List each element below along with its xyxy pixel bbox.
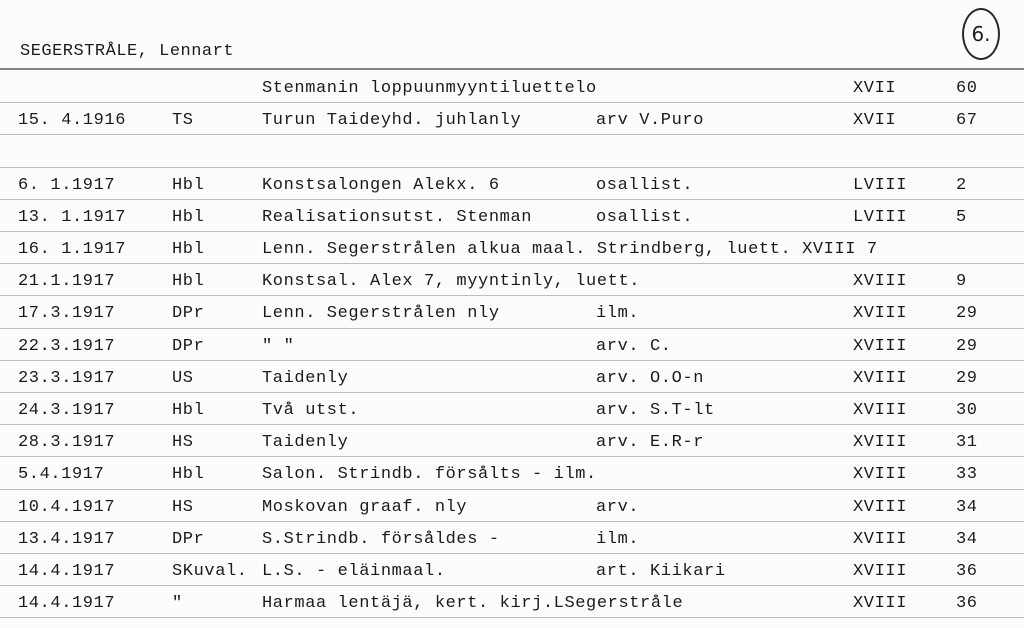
row-text: L.S. - eläinmaal. (262, 562, 446, 581)
row-rule (0, 392, 1024, 393)
row-source: Hbl (172, 272, 205, 292)
row-page: 29 (956, 304, 978, 324)
row-volume: XVIII (853, 497, 908, 517)
row-text: Konstsal. Alex 7, myyntinly, luett. (262, 272, 641, 292)
row-text: Stenmanin loppuunmyyntiluettelo (262, 79, 597, 98)
row-text: Taidenly (262, 433, 349, 453)
card-heading: SEGERSTRÅLE, Lennart (20, 42, 235, 61)
row-volume: XVIII (853, 272, 908, 292)
row-rule (0, 585, 1024, 586)
row-text: Taidenly (262, 368, 349, 388)
card-row (0, 136, 1024, 168)
row-page: 9 (956, 272, 967, 292)
row-volume: XVII (853, 111, 897, 131)
card-row (0, 491, 1024, 523)
row-date: 14.4.1917 (18, 562, 116, 581)
row-page: 2 (956, 175, 967, 195)
row-text: Harmaa lentäjä, kert. kirj.LSegerstråle (262, 594, 684, 614)
card-row (0, 233, 1024, 265)
card-row (0, 523, 1024, 555)
row-note: ilm. (596, 304, 640, 324)
row-rule (0, 231, 1024, 232)
row-rule (0, 328, 1024, 329)
row-source: Hbl (172, 207, 205, 227)
row-rule (0, 263, 1024, 264)
row-volume: XVIII (853, 465, 908, 485)
card-number-circle: 6. (962, 8, 1000, 60)
row-volume: LVIII (853, 175, 908, 195)
row-note: ilm. (596, 529, 640, 549)
row-date: 16. 1.1917 (18, 240, 127, 259)
row-page: 60 (956, 79, 978, 98)
row-source: HS (172, 433, 194, 453)
row-rule (0, 617, 1024, 618)
card-row (0, 426, 1024, 458)
row-source: US (172, 368, 194, 388)
row-volume: XVIII (853, 304, 908, 324)
row-volume: XVIII (853, 401, 908, 420)
row-text: Lenn. Segerstrålen alkua maal. Strindberg, luett. XVIII 7 (262, 240, 878, 259)
card-row (0, 169, 1024, 201)
row-text: Konstsalongen Alekx. 6 (262, 175, 500, 195)
row-source: Hbl (172, 240, 205, 259)
row-text: Turun Taideyhd. juhlanly (262, 111, 522, 131)
card-row (0, 297, 1024, 329)
row-page: 34 (956, 529, 978, 549)
row-source: Hbl (172, 175, 205, 195)
card-row (0, 265, 1024, 297)
row-source: TS (172, 111, 194, 131)
card-row (0, 330, 1024, 362)
row-volume: XVIII (853, 562, 908, 581)
row-page: 29 (956, 336, 978, 356)
row-text: Salon. Strindb. försålts - ilm. (262, 465, 597, 485)
row-source: Hbl (172, 465, 205, 485)
row-date: 10.4.1917 (18, 497, 116, 517)
top-rule (0, 68, 1024, 70)
row-date: 24.3.1917 (18, 401, 116, 420)
row-date: 14.4.1917 (18, 594, 116, 614)
row-text: Moskovan graaf. nly (262, 497, 468, 517)
row-note: arv. E.R-r (596, 433, 705, 453)
row-note: arv. (596, 497, 640, 517)
row-source: " (172, 594, 183, 614)
row-text: Lenn. Segerstrålen nly (262, 304, 500, 324)
row-source: DPr (172, 529, 205, 549)
row-page: 5 (956, 207, 967, 227)
row-date: 23.3.1917 (18, 368, 116, 388)
row-source: Hbl (172, 401, 205, 420)
row-date: 15. 4.1916 (18, 111, 127, 131)
row-rule (0, 424, 1024, 425)
row-date: 21.1.1917 (18, 272, 116, 292)
row-page: 33 (956, 465, 978, 485)
row-note: arv. O.O-n (596, 368, 705, 388)
row-rule (0, 134, 1024, 135)
row-text: " " (262, 336, 295, 356)
row-page: 36 (956, 594, 978, 614)
row-note: arv. S.T-lt (596, 401, 715, 420)
row-page: 67 (956, 111, 978, 131)
card-row (0, 104, 1024, 136)
row-note: arv. C. (596, 336, 672, 356)
row-note: arv V.Puro (596, 111, 705, 131)
row-rule (0, 360, 1024, 361)
row-source: DPr (172, 304, 205, 324)
row-date: 13.4.1917 (18, 529, 116, 549)
row-page: 36 (956, 562, 978, 581)
row-page: 31 (956, 433, 978, 453)
card-row (0, 458, 1024, 490)
card-row (0, 394, 1024, 426)
row-date: 28.3.1917 (18, 433, 116, 453)
row-page: 29 (956, 368, 978, 388)
row-date: 22.3.1917 (18, 336, 116, 356)
card-row (0, 72, 1024, 104)
row-rule (0, 553, 1024, 554)
row-text: S.Strindb. försåldes - (262, 529, 500, 549)
row-source: SKuval. (172, 562, 248, 581)
card-row (0, 362, 1024, 394)
row-source: HS (172, 497, 194, 517)
row-volume: XVIII (853, 433, 908, 453)
row-rule (0, 489, 1024, 490)
row-note: art. Kiikari (596, 562, 726, 581)
row-note: osallist. (596, 175, 694, 195)
row-rule (0, 102, 1024, 103)
row-date: 6. 1.1917 (18, 175, 116, 195)
row-date: 5.4.1917 (18, 465, 105, 485)
row-text: Realisationsutst. Stenman (262, 207, 533, 227)
row-volume: XVII (853, 79, 897, 98)
row-volume: XVIII (853, 336, 908, 356)
row-source: DPr (172, 336, 205, 356)
row-rule (0, 167, 1024, 168)
row-volume: LVIII (853, 207, 908, 227)
row-date: 17.3.1917 (18, 304, 116, 324)
row-page: 34 (956, 497, 978, 517)
row-text: Två utst. (262, 401, 360, 420)
row-rule (0, 521, 1024, 522)
row-date: 13. 1.1917 (18, 207, 127, 227)
row-volume: XVIII (853, 529, 908, 549)
card-row (0, 201, 1024, 233)
row-volume: XVIII (853, 594, 908, 614)
row-note: osallist. (596, 207, 694, 227)
row-volume: XVIII (853, 368, 908, 388)
card-row (0, 587, 1024, 619)
row-rule (0, 199, 1024, 200)
card-row (0, 555, 1024, 587)
row-rule (0, 295, 1024, 296)
row-page: 30 (956, 401, 978, 420)
row-rule (0, 456, 1024, 457)
